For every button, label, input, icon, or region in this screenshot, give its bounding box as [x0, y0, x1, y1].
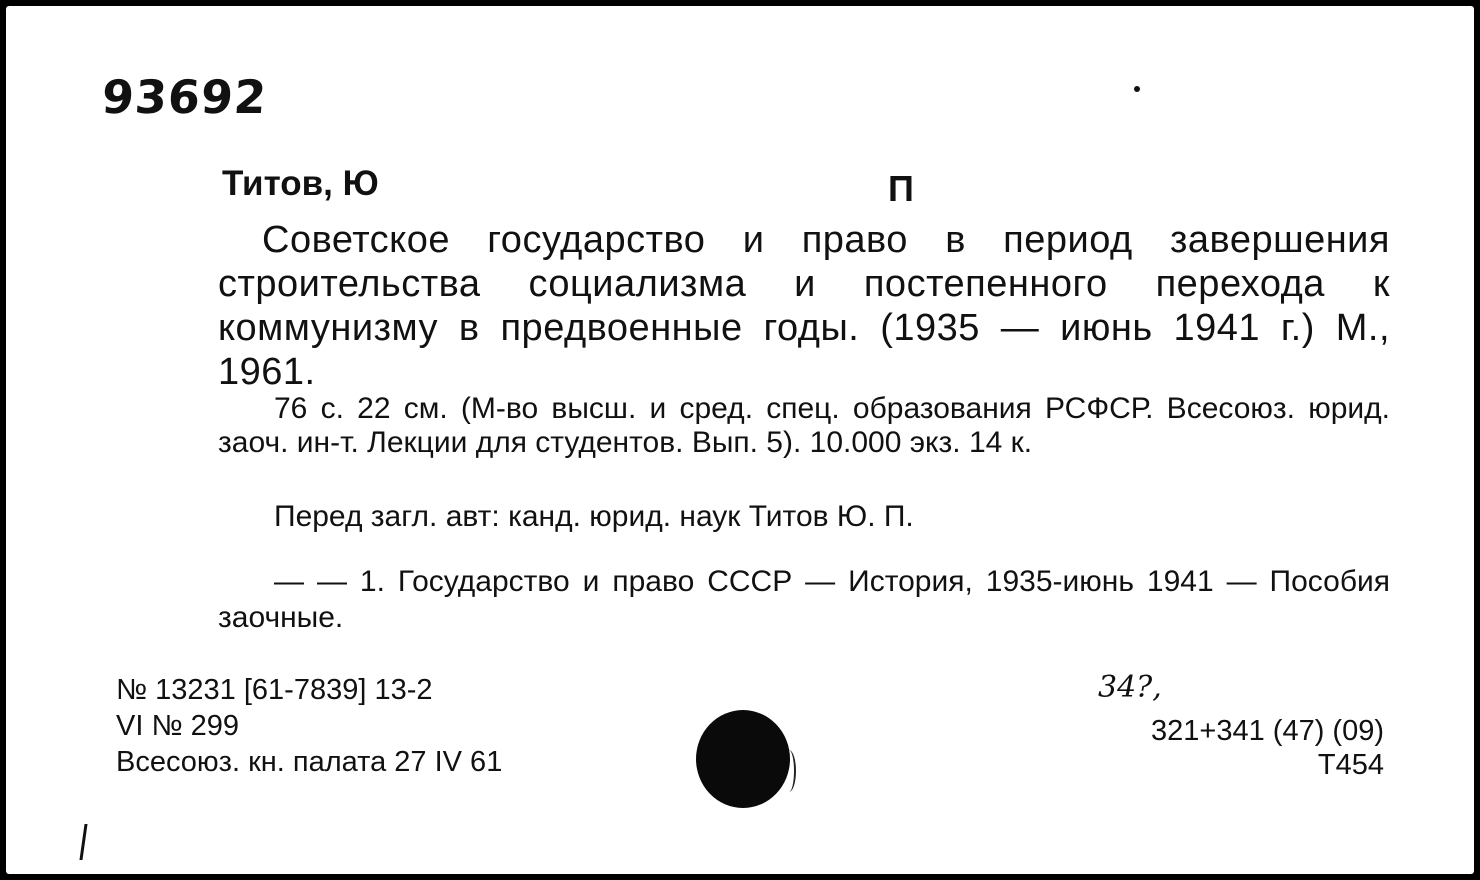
footer-imprint — [116, 672, 502, 780]
author-initial-letter: П — [888, 168, 914, 209]
author-note: Перед загл. авт: канд. юрид. наук Титов Ю. П. — [274, 500, 914, 533]
footer-line-2: VI № 299 — [116, 710, 240, 742]
ink-speck — [1134, 86, 1140, 92]
classification-index — [1151, 714, 1384, 782]
footer-line-1: № 13231 [61-7839] 13-2 — [116, 674, 433, 706]
footer-line-3: Всесоюз. кн. палата 27 IV 61 — [116, 746, 503, 778]
punch-hole-edge — [782, 750, 796, 792]
subject-heading: — — 1. Государство и право СССР — История, 1935-июнь 1941 — Пособия заочные. — [218, 565, 1390, 634]
handwritten-shelf-mark: 34?, — [1098, 670, 1162, 705]
classification-line-2: T454 — [1317, 749, 1384, 781]
classification-line-1: 321+341 (47) (09) — [1151, 715, 1384, 747]
pen-mark — [79, 824, 87, 860]
author-name: Титов, Ю — [222, 164, 379, 203]
physical-description: 76 с. 22 см. (М-во высш. и сред. спец. образования РСФСР. Всесоюз. юрид. заоч. ин-т. Лекции для студентов. Вып. 5). 10.000 экз. 14 к. — [218, 392, 1390, 459]
catalog-card — [6, 6, 1474, 874]
card-punch-hole — [696, 710, 790, 808]
inventory-number: 93692 — [100, 70, 269, 124]
title-statement: Советское государство и право в период завершения строительства социализма и постепенного перехода к коммунизму в предвоенные годы. (1935 — июнь 1941 г.) М., 1961. — [218, 219, 1390, 393]
